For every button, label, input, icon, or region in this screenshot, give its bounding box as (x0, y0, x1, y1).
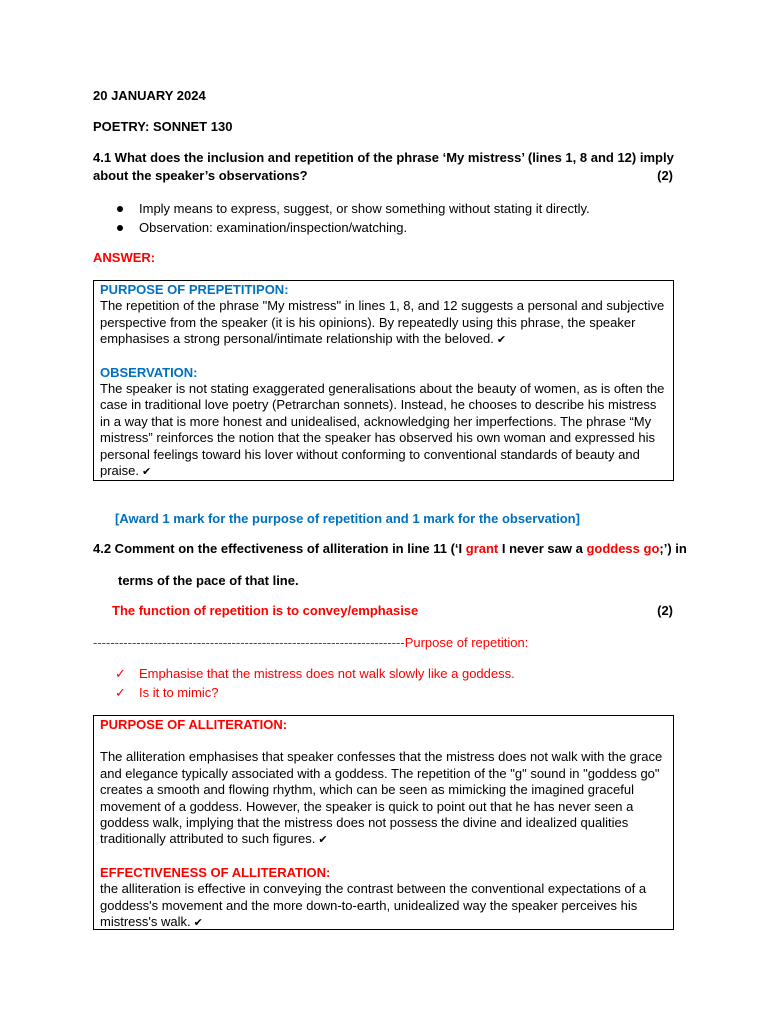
list-item: ✓ Emphasise that the mistress does not walk slowly like a goddess. (115, 666, 515, 681)
answer-box-4-1 (93, 280, 674, 481)
box-heading-alliteration-effectiveness: EFFECTIVENESS OF ALLITERATION: (100, 864, 331, 880)
check-icon: ✔ (496, 334, 507, 347)
list-item: Imply means to express, suggest, or show something without stating it directly. (115, 199, 590, 218)
box-heading-alliteration-purpose: PURPOSE OF ALLITERATION: (100, 717, 288, 732)
box-paragraph-alliteration-effectiveness: the alliteration is effective in conveying the contrast between the conventional expectations of a goddess's movement and the more down-to-earth, unidealized way the speaker perceives his mistress's walk. ✔ (100, 881, 647, 930)
box-paragraph-purpose: The repetition of the phrase "My mistress" in lines 1, 8, and 12 suggests a personal and subjective perspective from the speaker (it is his opinions). By repeatedly using this phrase, the speaker emphasises a strong personal/intimate relationship with the beloved. ✔ (100, 298, 665, 347)
list-item: ✓ Is it to mimic? (115, 685, 219, 700)
checkmark-icon: ✓ (115, 666, 126, 681)
question-4-1-marks: (2) (657, 168, 673, 183)
award-note: [Award 1 mark for the purpose of repetition and 1 mark for the observation] (115, 511, 580, 526)
bullet-dot-icon (117, 206, 123, 212)
checkmark-icon: ✓ (115, 685, 126, 700)
purpose-tick-list (115, 664, 515, 702)
question-4-1-line1: 4.1 What does the inclusion and repetition of the phrase ‘My mistress’ (lines 1, 8 and 12) imply (93, 150, 674, 165)
document-subject: POETRY: SONNET 130 (93, 119, 233, 134)
question-4-2-row3 (93, 602, 673, 620)
function-line: The function of repetition is to convey/emphasise (112, 603, 419, 618)
box-paragraph-observation: The speaker is not stating exaggerated generalisations about the beauty of women, as is often the case in traditional love poetry (Petrarchan sonnets). Instead, he chooses to describe his mistress in a way that is more honest and unidealised, acknowledging her imperfections. The phrase “My mistress” reinforces the notion that the speaker has observed his own woman and expressed his personal feelings toward his lover without conforming to conventional standards of beauty and praise. ✔ (100, 381, 665, 479)
question-4-1-line2: about the speaker’s observations? (93, 168, 308, 183)
box-paragraph-alliteration-purpose: The alliteration emphasises that speaker confesses that the mistress does not walk with the grace and elegance typically associated with a goddess. The repetition of the "g" sound in "goddess go" creates a smooth and flowing rhythm, which can be seen as mimicking the imagined graceful movement of a goddess. However, the speaker is quick to point out that he has never seen a goddess walk, implying that the mistress does not possess the divine and idealized qualities traditionally attributed to such figures. ✔ (100, 749, 663, 847)
box-heading-purpose: PURPOSE OF PREPETITIPON: (100, 282, 289, 297)
question-4-1-row2 (93, 167, 673, 185)
question-4-2-line1: 4.2 Comment on the effectiveness of alliteration in line 11 (‘I grant I never saw a goddess go;’) in (93, 541, 687, 556)
check-icon: ✔ (318, 834, 328, 847)
check-icon: ✔ (142, 466, 152, 479)
answer-label: ANSWER: (93, 250, 156, 265)
box-heading-observation: OBSERVATION: (100, 364, 198, 380)
question-4-2-line2: terms of the pace of that line. (118, 573, 299, 588)
dash-divider: ------------------------------------------------------------------------ (93, 635, 405, 650)
bullet-dot-icon (117, 225, 123, 231)
list-item: Observation: examination/inspection/watching. (115, 218, 590, 237)
question-4-2-marks: (2) (657, 603, 673, 618)
purpose-label: Purpose of repetition: (404, 635, 529, 650)
answer-box-4-2 (93, 715, 674, 930)
purpose-dashes-line (93, 634, 528, 652)
document-date: 20 JANUARY 2024 (93, 88, 206, 103)
check-icon: ✔ (193, 917, 203, 930)
definition-bullets (115, 199, 590, 237)
